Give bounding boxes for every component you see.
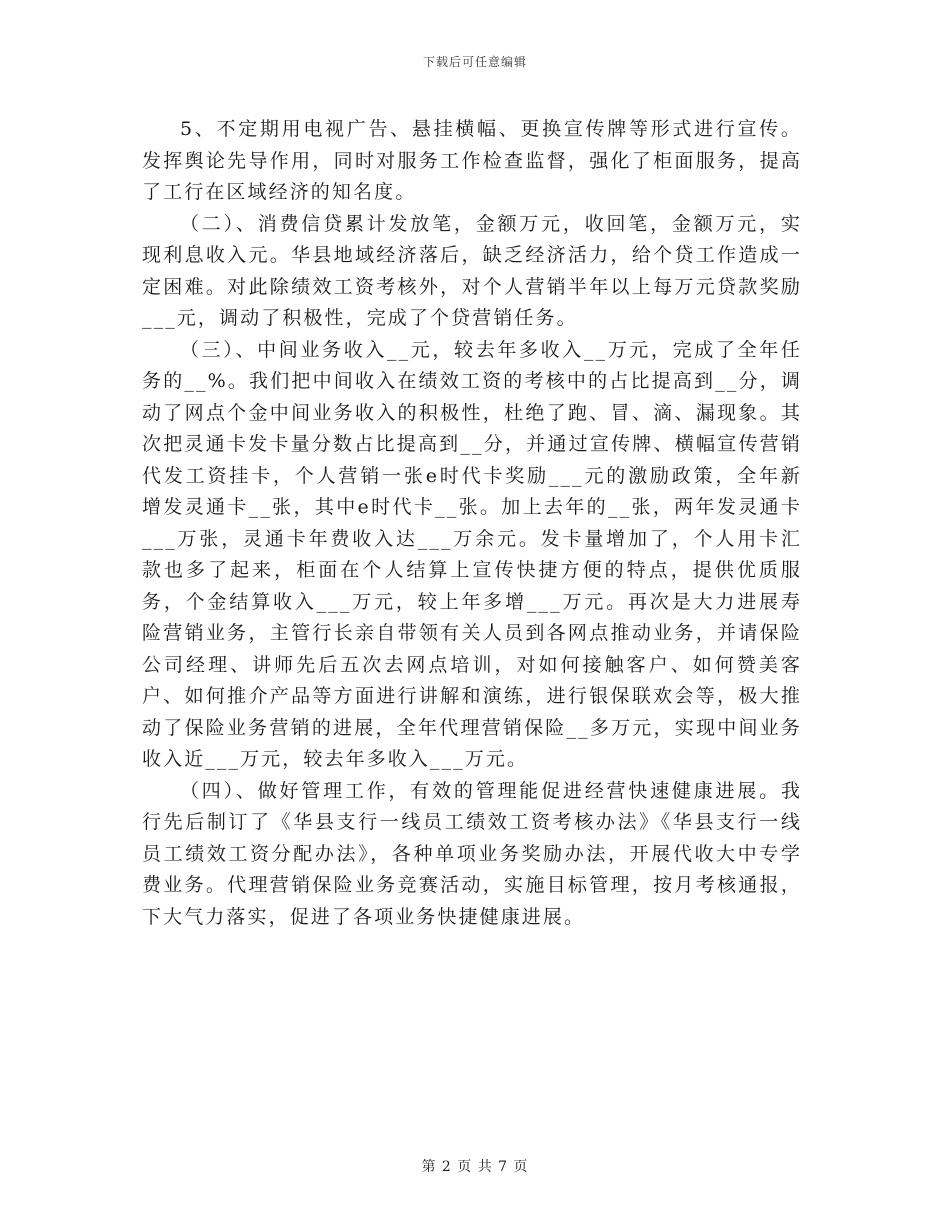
page-number: 第 2 页 共 7 页 bbox=[421, 1159, 529, 1175]
document-body bbox=[142, 114, 802, 933]
paragraph-section-2: （二）、消费信贷累计发放笔，金额万元，收回笔，金额万元，实现利息收入元。华县地域经济落后，缺乏经济活力，给个贷工作造成一定困难。对此除绩效工资考核外，对个人营销半年以上每万元贷款奖励___元，调动了积极性，完成了个贷营销任务。 bbox=[142, 212, 802, 329]
paragraph-section-3: （三）、中间业务收入__元，较去年多收入__万元，完成了全年任务的__%。我们把中间收入在绩效工资的考核中的占比提高到__分，调动了网点个金中间业务收入的积极性，杜绝了跑、冒、滴、漏现象。其次把灵通卡发卡量分数占比提高到__分，并通过宣传牌、横幅宣传营销代发工资挂卡，个人营销一张e时代卡奖励___元的激励政策，全年新增发灵通卡__张，其中e时代卡__张。加上去年的__张，两年发灵通卡___万张，灵通卡年费收入达___万余元。发卡量增加了，个人用卡汇款也多了起来，柜面在个人结算上宣传快捷方便的特点，提供优质服务，个金结算收入___万元，较上年多增___万元。再次是大力进展寿险营销业务，主管行长亲自带领有关人员到各网点推动业务，并请保险公司经理、讲师先后五次去网点培训，对如何接触客户、如何赞美客户、如何推介产品等方面进行讲解和演练，进行银保联欢会等，极大推动了保险业务营销的进展，全年代理营销保险__多万元，实现中间业务收入近___万元，较去年多收入___万元。 bbox=[142, 338, 802, 770]
paragraph-section-4: （四）、做好管理工作，有效的管理能促进经营快速健康进展。我行先后制订了《华县支行一线员工绩效工资考核办法》《华县支行一线员工绩效工资分配办法》，各种单项业务奖励办法，开展代收大中专学费业务。代理营销保险业务竞赛活动，实施目标管理，按月考核通报，下大气力落实，促进了各项业务快捷健康进展。 bbox=[142, 779, 802, 928]
page-header-note: 下载后可任意编辑 bbox=[422, 55, 527, 69]
paragraph-item-5: 5、不定期用电视广告、悬挂横幅、更换宣传牌等形式进行宣传。发挥舆论先导作用，同时对服务工作检查监督，强化了柜面服务，提高了工行在区域经济的知名度。 bbox=[142, 118, 802, 203]
